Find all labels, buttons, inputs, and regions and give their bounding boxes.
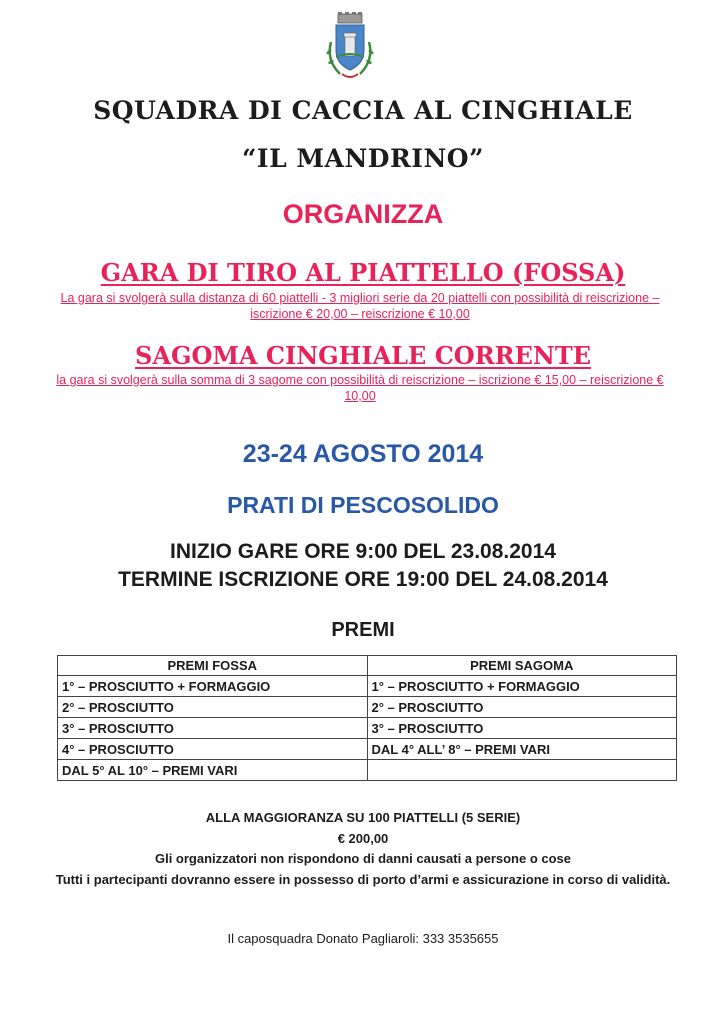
registration-deadline: TERMINE ISCRIZIONE ORE 19:00 DEL 24.08.2014	[118, 568, 608, 591]
team-name: “IL MANDRINO”	[242, 144, 484, 173]
trap-shooting-title: GARA DI TIRO AL PIATTELLO (FOSSA)	[100, 258, 626, 287]
majority-prize-amount: € 200,00	[337, 831, 389, 846]
organizes-label: ORGANIZZA	[282, 199, 444, 229]
column-header-sagoma: PREMI SAGOMA	[367, 656, 677, 676]
majority-prize-label: ALLA MAGGIORANZA SU 100 PIATTELLI (5 SERIE)	[205, 810, 521, 825]
start-time: INIZIO GARE ORE 9:00 DEL 23.08.2014	[170, 540, 556, 563]
table-header-row	[58, 656, 677, 676]
event-location: PRATI DI PESCOSOLIDO	[227, 492, 499, 518]
table-cell: 1° – PROSCIUTTO + FORMAGGIO	[58, 676, 368, 697]
prizes-table	[57, 655, 677, 781]
table-cell: 1° – PROSCIUTTO + FORMAGGIO	[367, 676, 677, 697]
table-cell: 4° – PROSCIUTTO	[58, 739, 368, 760]
table-row	[58, 739, 677, 760]
participant-requirements: Tutti i partecipanti dovranno essere in possesso di porto d’armi e assicurazione in corso di validità.	[55, 872, 671, 887]
table-row	[58, 697, 677, 718]
table-cell	[367, 760, 677, 781]
table-cell: 2° – PROSCIUTTO	[367, 697, 677, 718]
table-cell: 2° – PROSCIUTTO	[58, 697, 368, 718]
municipal-crest-icon	[322, 12, 378, 84]
contact-info: Il caposquadra Donato Pagliaroli: 333 3535655	[227, 931, 499, 946]
liability-disclaimer: Gli organizzatori non rispondono di danni causati a persone o cose	[154, 851, 572, 866]
column-header-fossa: PREMI FOSSA	[58, 656, 368, 676]
running-boar-description: la gara si svolgerà sulla somma di 3 sagome con possibilità di reiscrizione – iscrizione € 15,00 – reiscrizione € 10,00	[56, 373, 664, 403]
table-cell: DAL 5° AL 10° – PREMI VARI	[58, 760, 368, 781]
table-row	[58, 676, 677, 697]
table-cell: 3° – PROSCIUTTO	[367, 718, 677, 739]
running-boar-title: SAGOMA CINGHIALE CORRENTE	[135, 341, 591, 370]
table-row	[58, 760, 677, 781]
table-row	[58, 718, 677, 739]
trap-shooting-description: La gara si svolgerà sulla distanza di 60 piattelli - 3 migliori serie da 20 piattelli con possibilità di reiscrizione – iscrizione € 20,00 – reiscrizione € 10,00	[60, 291, 660, 321]
event-date: 23-24 AGOSTO 2014	[242, 440, 484, 468]
prizes-heading: PREMI	[331, 619, 395, 641]
table-cell: 3° – PROSCIUTTO	[58, 718, 368, 739]
page-title: SQUADRA DI CACCIA AL CINGHIALE	[93, 96, 633, 125]
table-cell: DAL 4° ALL’ 8° – PREMI VARI	[367, 739, 677, 760]
